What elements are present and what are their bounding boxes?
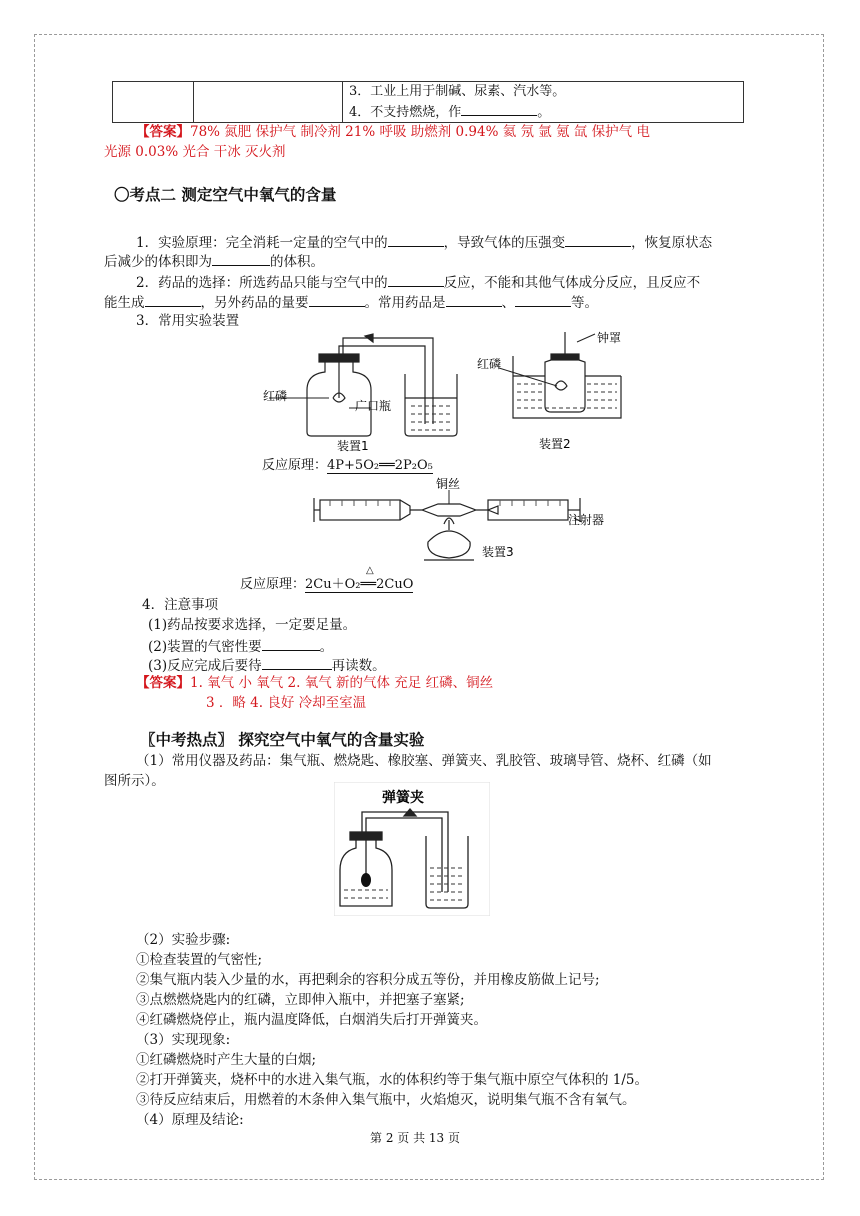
observation-2: ②打开弹簧夹，烧杯中的水进入集气瓶，水的体积约等于集气瓶中原空气体积的 1/5。 [136, 1072, 649, 1088]
label-copper-wire: 铜丝 [436, 477, 461, 491]
observation-1: ①红磷燃烧时产生大量的白烟; [136, 1052, 317, 1068]
label-device-3: 装置3 [482, 545, 514, 559]
answer-block-1: 【答案】78% 氮肥 保护气 制冷剂 21% 呼吸 助燃剂 0.94% 氦 氖 氩 氪 氙 保护气 电 [136, 124, 650, 140]
page-footer: 第 2 页 共 13 页 [370, 1131, 460, 1145]
step-2: ②集气瓶内装入少量的水，再把剩余的容积分成五等份，并用橡皮筋做上记号; [136, 972, 600, 988]
apparatus-figure-3 [310, 476, 610, 576]
label-syringe: 注射器 [568, 513, 605, 527]
table-cell [194, 82, 343, 123]
apparatus-figure-clip [334, 782, 490, 916]
air-composition-table [112, 81, 744, 123]
paragraph-phenomena: （3）实现现象: [136, 1032, 231, 1048]
step-3: ③点燃燃烧匙内的红磷，立即伸入瓶中，并把塞子塞紧; [136, 992, 465, 1008]
heat-symbol: △ [366, 565, 374, 576]
section-title: 〇考点二 测定空气中氧气的含量 [114, 186, 337, 204]
paragraph-notes: 4．注意事项 [142, 597, 219, 613]
step-1: ①检查装置的气密性; [136, 952, 263, 968]
table-line: 4．不支持燃烧，作 。 [349, 101, 737, 122]
paragraph-reagents: 2．药品的选择：所选药品只能与空气中的 反应，不能和其他气体成分反应，且反应不 [136, 272, 700, 293]
label-red-phosphorus: 红磷 [263, 389, 288, 403]
hot-topic-title: 〖中考热点〗 探究空气中氧气的含量实验 [140, 731, 425, 749]
reaction-1: 反应原理：4P+5O₂══2P₂O₅ [262, 458, 433, 473]
label-device-1: 装置1 [337, 439, 369, 453]
table-line: 3．工业上用于制碱、尿素、汽水等。 [349, 84, 566, 99]
label-red-phosphorus-2: 红磷 [477, 357, 502, 371]
paragraph-line: 后减少的体积即为 的体积。 [104, 251, 324, 272]
observation-3: ③待反应结束后，用燃着的木条伸入集气瓶中，火焰熄灭，说明集气瓶不含有氧气。 [136, 1092, 636, 1108]
paragraph-steps: （2）实验步骤: [136, 932, 231, 948]
note-3: (3)反应完成后要待 再读数。 [148, 655, 386, 676]
answer-block-2: 【答案】1. 氧气 小 氧气 2. 氧气 新的气体 充足 红磷、铜丝 [136, 675, 494, 691]
paragraph-line: 能生成 ，另外药品的量要 。常用药品是 、 等。 [104, 292, 598, 313]
label-bell-jar: 钟罩 [597, 331, 622, 345]
label-spring-clip: 弹簧夹 [382, 790, 424, 806]
step-4: ④红磷燃烧停止，瓶内温度降低，白烟消失后打开弹簧夹。 [136, 1012, 487, 1028]
paragraph-conclusion: （4）原理及结论: [136, 1112, 244, 1128]
label-bottle: 广口瓶 [355, 399, 392, 413]
paragraph-apparatus: 3．常用实验装置 [136, 313, 240, 329]
table-cell [113, 82, 194, 123]
table-cell [343, 82, 744, 123]
paragraph-line: 图所示）。 [104, 773, 165, 789]
answer-line: 3 ．略 4. 良好 冷却至室温 [206, 695, 367, 711]
note-2: (2)装置的气密性要 。 [148, 636, 333, 657]
paragraph-principle: 1．实验原理：完全消耗一定量的空气中的 ，导致气体的压强变 ，恢复原状态 [136, 232, 712, 253]
paragraph-instruments: （1）常用仪器及药品：集气瓶、燃烧匙、橡胶塞、弹簧夹、乳胶管、玻璃导管、烧杯、红磷（如 [136, 753, 712, 769]
apparatus-figure-1-2 [255, 328, 655, 458]
note-1: (1)药品按要求选择，一定要足量。 [148, 617, 357, 633]
answer-line: 光源 0.03% 光合 干冰 灭火剂 [104, 144, 286, 160]
label-device-2: 装置2 [539, 437, 571, 451]
reaction-2: 反应原理：2Cu＋O₂══2CuO [240, 577, 414, 592]
